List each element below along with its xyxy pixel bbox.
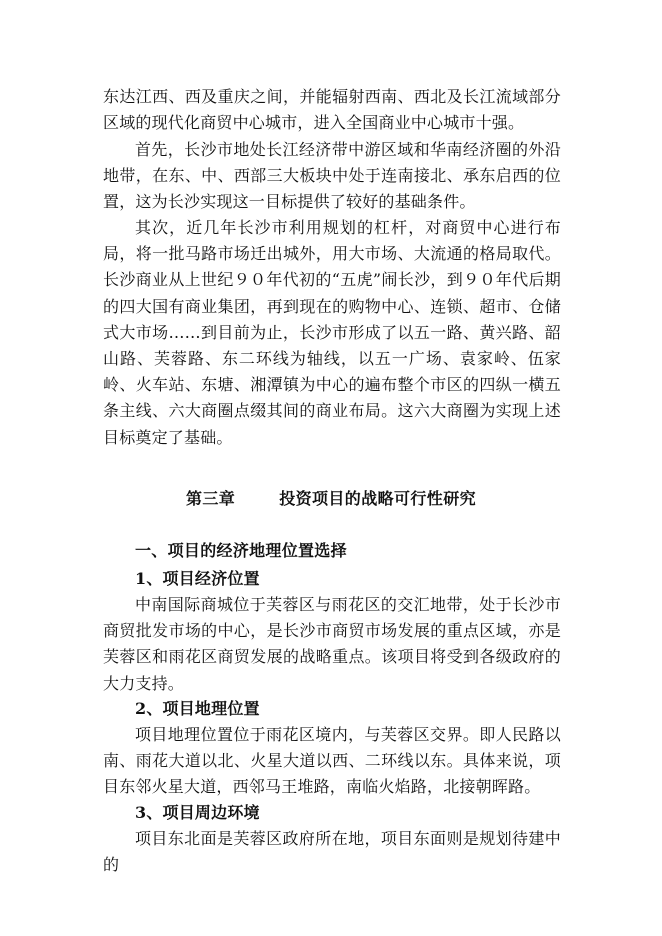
subsection-heading-economic-location: 1、项目经济位置 — [135, 569, 260, 588]
chapter-number: 第三章 — [185, 489, 236, 508]
paragraph-second-reason: 其次，近几年长沙市利用规划的杠杆，对商贸中心进行布局，将一批马路市场迁出城外，用大市场、大流通的格局取代。长沙商业从上世纪９０年代初的“五虎”闹长沙，到９０年代后期的四大国有商业集团，再到现在的购物中心、连锁、超市、仓储式大市场……到目前为止，长沙市形成了以五一路、黄兴路、韶山路、芙蓉路、东二环线为轴线，以五一广场、袁家岭、伍家岭、火车站、东塘、湘潭镇为中心的遍布整个市区的四纵一横五条主线、六大商圈点缀其间的商业布局。这六大商圈为实现上述目标奠定了基础。 — [103, 218, 561, 447]
paragraph-first-reason: 首先，长沙市地处长江经济带中游区域和华南经济圈的外沿地带，在东、中、西部三大板块中处于连南接北、承东启西的位置，这为长沙实现这一目标提供了较好的基础条件。 — [103, 140, 561, 212]
paragraph-surroundings: 项目东北面是芙蓉区政府所在地，项目东面则是规划待建中的 — [103, 829, 561, 875]
chapter-title-text: 投资项目的战略可行性研究 — [279, 489, 476, 508]
paragraph-continued: 东达江西、西及重庆之间，并能辐射西南、西北及长江流域部分区域的现代化商贸中心城市，进入全国商业中心城市十强。 — [103, 87, 561, 133]
paragraph-economic-location: 中南国际商城位于芙蓉区与雨花区的交汇地带，处于长沙市商贸批发市场的中心，是长沙市商贸市场发展的重点区域，亦是芙蓉区和雨花区商贸发展的战略重点。该项目将受到各级政府的大力支持。 — [103, 595, 561, 693]
subsection-heading-surroundings: 3、项目周边环境 — [135, 803, 260, 822]
paragraph-geographic-location: 项目地理位置位于雨花区境内，与芙蓉区交界。即人民路以南、雨花大道以北、火星大道以西、二环线以东。具体来说，项目东邻火星大道，西邻马王堆路，南临火焰路，北接朝晖路。 — [103, 725, 561, 797]
section-heading: 一、项目的经济地理位置选择 — [135, 541, 347, 560]
subsection-heading-geographic-location: 2、项目地理位置 — [135, 699, 260, 718]
chapter-heading — [0, 486, 662, 509]
